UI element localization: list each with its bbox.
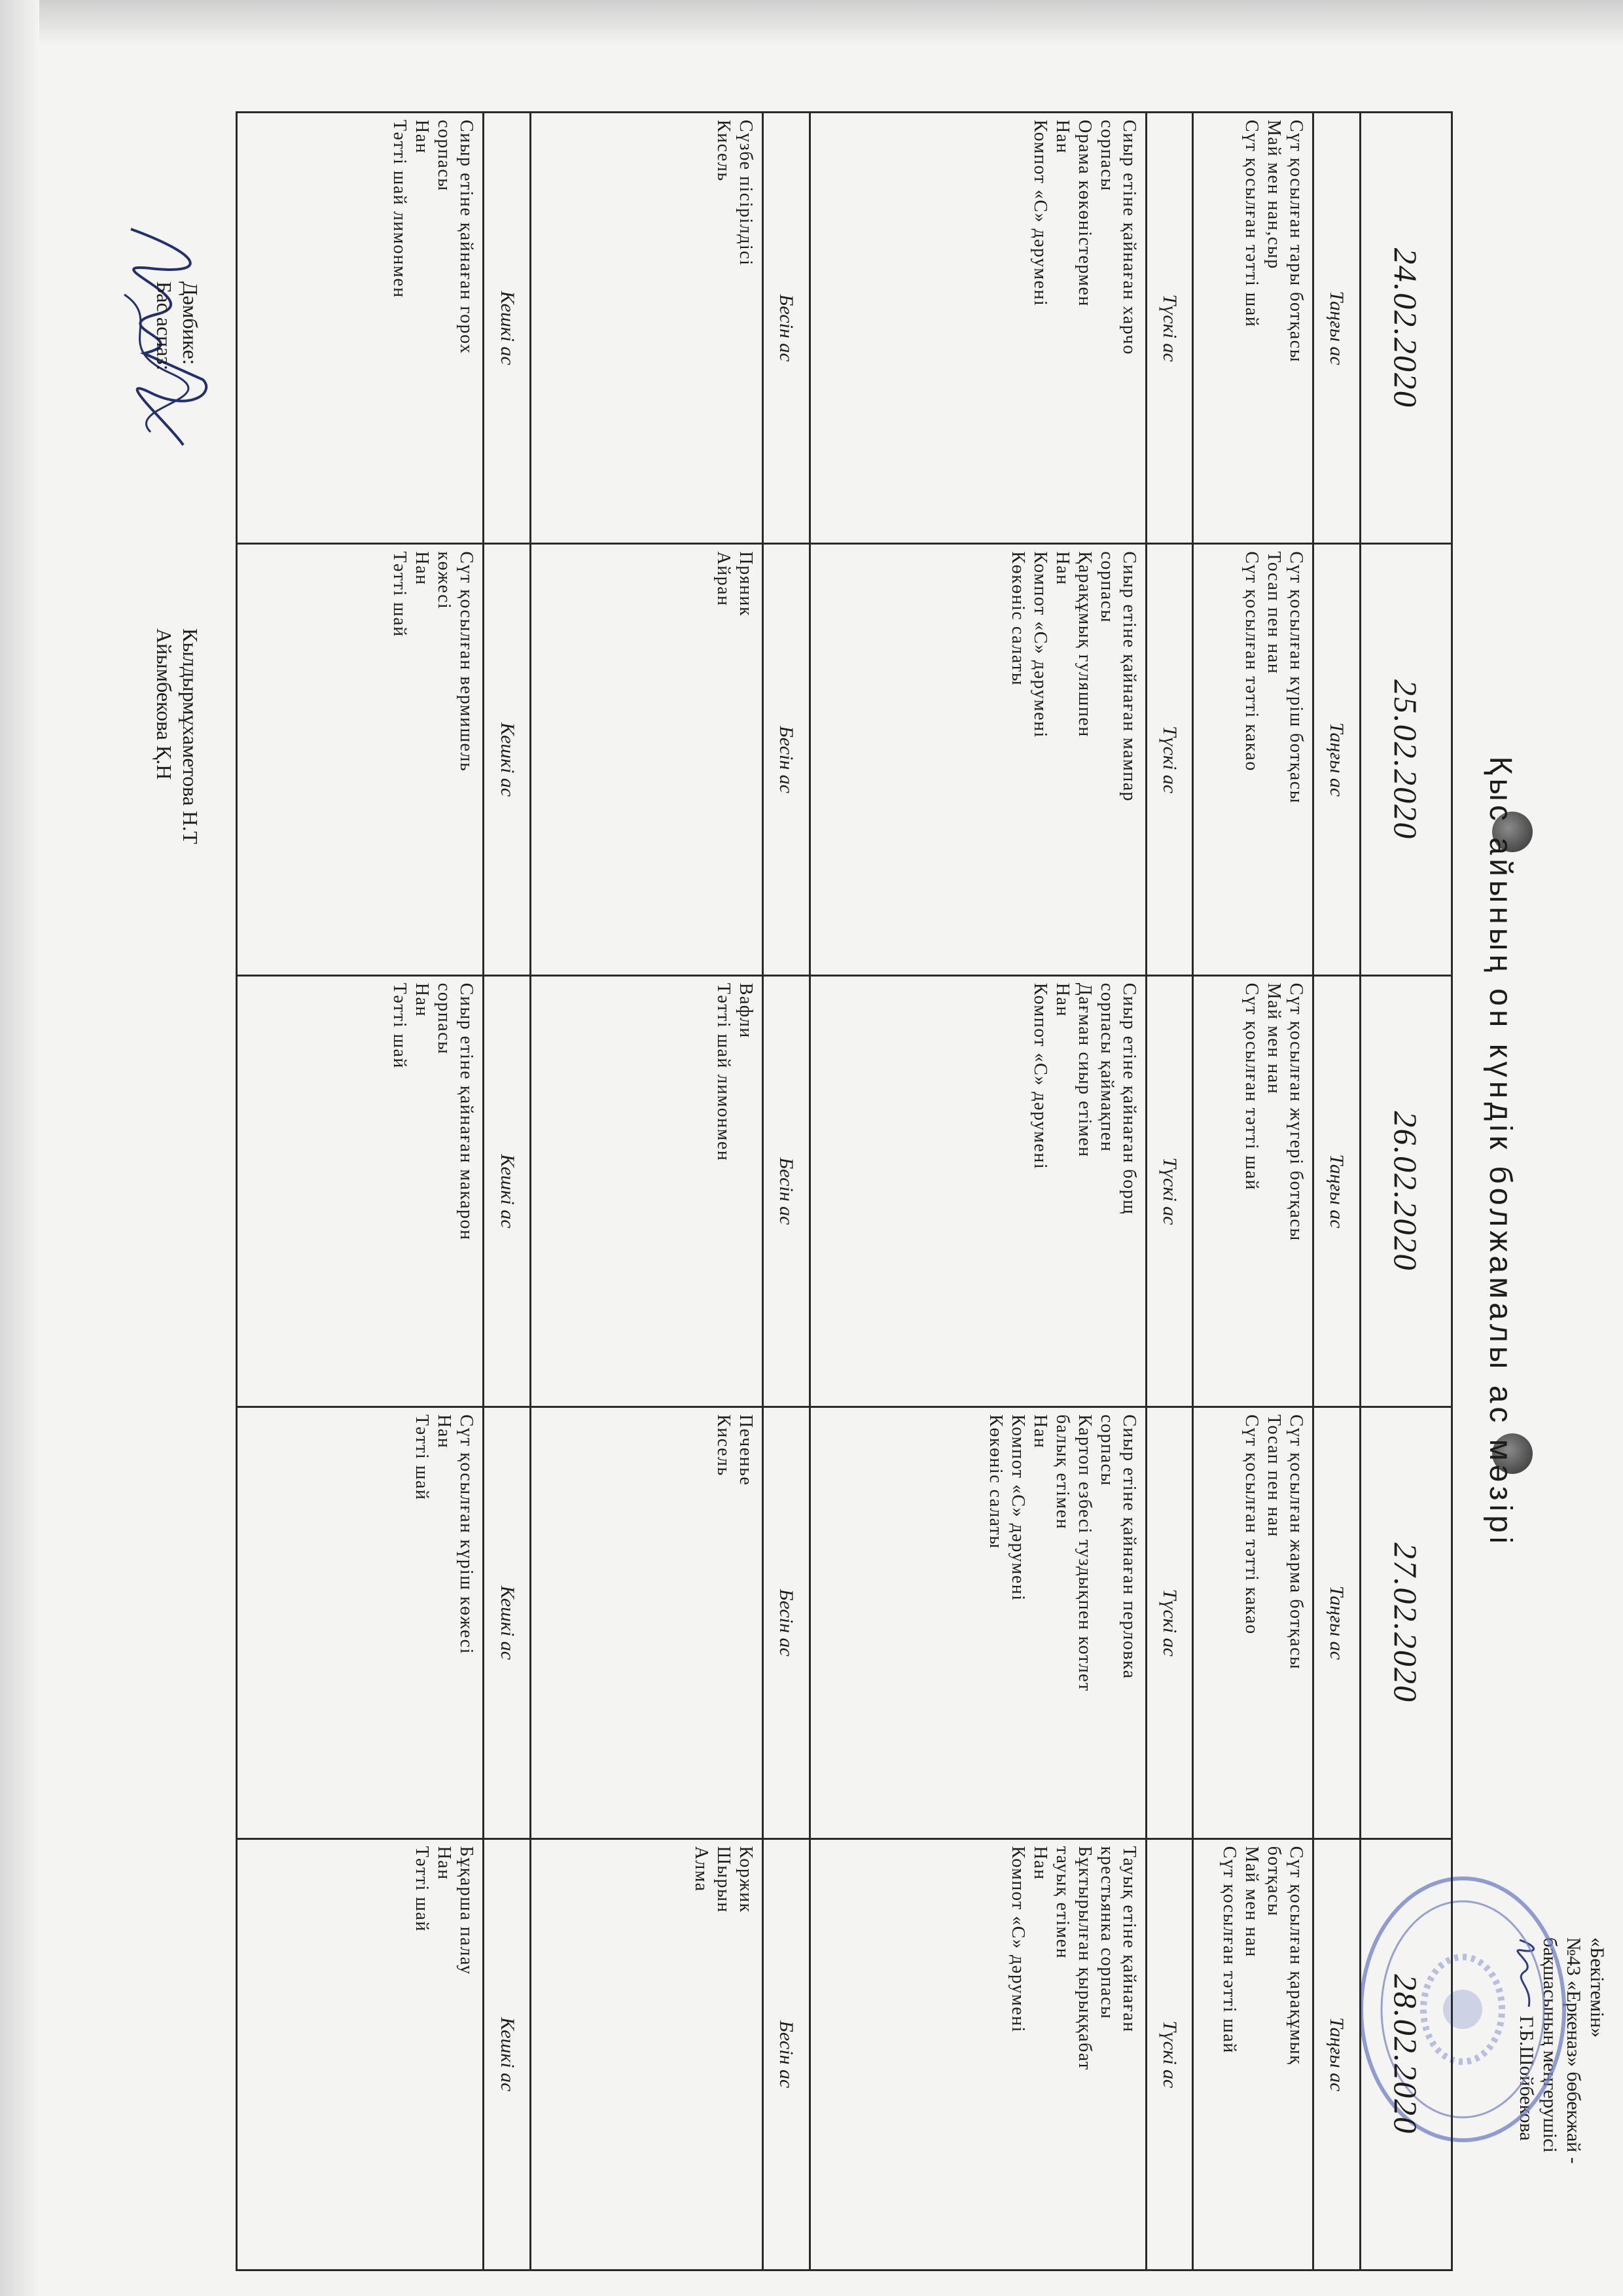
dinner-cell xyxy=(237,1407,484,1839)
menu-item-line: Тауық етіне қайнаған xyxy=(1118,1846,1139,2033)
menu-item-line: Сүт қосылған тәтті шай xyxy=(1241,982,1262,1191)
meal-label-lunch: Түскі ас xyxy=(1146,544,1193,975)
menu-item-line: Тәтті шай xyxy=(389,982,410,1069)
menu-item-line: Алма xyxy=(690,1846,711,1892)
meal-label-dinner: Кешкі ас xyxy=(484,1839,531,2270)
menu-item-line: сорпасы xyxy=(434,120,455,192)
breakfast-cell xyxy=(1193,113,1313,544)
meal-label-lunch: Түскі ас xyxy=(1146,1407,1193,1839)
signature-role: Бас аспаз: xyxy=(152,281,176,371)
menu-item-line: Печенье xyxy=(735,1414,756,1486)
menu-item-line: Компот «С» дәрумені xyxy=(1029,120,1050,307)
lunch-cell xyxy=(810,1407,1146,1839)
menu-item-line: Нан xyxy=(434,1846,455,1880)
lunch-items-row xyxy=(810,113,1146,2270)
snack-items-row xyxy=(531,113,763,2270)
menu-item-line: Нан xyxy=(412,982,433,1017)
breakfast-cell xyxy=(1193,975,1313,1407)
menu-item-line: балық етімен xyxy=(1052,1414,1073,1530)
meal-label-snack: Бесін ас xyxy=(762,544,810,975)
menu-item-line: көжесі xyxy=(434,551,455,610)
meal-label-breakfast: Таңғы ас xyxy=(1313,1839,1360,2270)
meal-label-lunch: Түскі ас xyxy=(1146,113,1193,544)
lunch-label-row xyxy=(1146,113,1193,2270)
menu-item-line: Сүзбе пісірілдісі xyxy=(735,120,756,266)
snack-cell xyxy=(531,544,763,975)
dinner-cell xyxy=(237,544,484,975)
menu-item-line: Айран xyxy=(713,551,734,607)
menu-item-line: Тосап пен нан xyxy=(1263,551,1284,675)
meal-label-snack: Бесін ас xyxy=(762,1407,810,1839)
signature-role: Дәмбике: xyxy=(179,281,202,365)
menu-item-line: Тәтті шай xyxy=(389,551,410,637)
menu-item-line: Сүт қосылған жүгері ботқасы xyxy=(1285,982,1306,1242)
menu-item-line: Компот «С» дәрумені xyxy=(1029,982,1050,1170)
document-title: Қыс айының он күндік болжамалы ас мәзірі xyxy=(1483,756,1518,1548)
lunch-cell xyxy=(810,1839,1146,2270)
meal-label-lunch: Түскі ас xyxy=(1146,975,1193,1407)
menu-item-line: Сиыр етіне қайнаған горох xyxy=(456,120,477,355)
rotated-menu-page xyxy=(39,20,1616,2284)
menu-item-line: Нан xyxy=(1052,551,1073,586)
breakfast-cell xyxy=(1193,1407,1313,1839)
meal-label-breakfast: Таңғы ас xyxy=(1313,975,1360,1407)
menu-item-line: Вафли xyxy=(735,982,756,1039)
menu-item-line: Май мен нан xyxy=(1241,1846,1262,1958)
meal-label-breakfast: Таңғы ас xyxy=(1313,1407,1360,1839)
snack-cell xyxy=(531,1407,763,1839)
dinner-items-row xyxy=(237,113,484,2270)
menu-item-line: сорпасы қаймақпен xyxy=(1096,982,1117,1153)
date-cell: 28.02.2020 xyxy=(1360,1839,1452,2270)
menu-item-line: Сүт қосылған қарақұмық xyxy=(1285,1846,1306,2066)
scan-shadow-left xyxy=(0,0,39,2296)
menu-item-line: Көкөніс салаты xyxy=(985,1414,1006,1549)
dinner-label-row xyxy=(484,113,531,2270)
date-cell: 26.02.2020 xyxy=(1360,975,1452,1407)
menu-item-line: Тәтті шай лимонмен xyxy=(713,982,734,1162)
menu-item-line: Компот «С» дәрумені xyxy=(1007,1414,1028,1602)
date-header-row xyxy=(1360,113,1452,2270)
lunch-cell xyxy=(810,975,1146,1407)
menu-item-line: Дағман сиыр етімен xyxy=(1074,982,1095,1158)
menu-item-line: Нан xyxy=(1029,1846,1050,1880)
menu-item-line: сорпасы xyxy=(1096,120,1117,192)
meal-label-dinner: Кешкі ас xyxy=(484,113,531,544)
meal-label-breakfast: Таңғы ас xyxy=(1313,113,1360,544)
menu-table xyxy=(236,111,1453,2271)
menu-item-line: Сиыр етіне қайнаған харчо xyxy=(1118,120,1139,355)
meal-label-dinner: Кешкі ас xyxy=(484,544,531,975)
menu-item-line: Кисель xyxy=(713,1414,734,1477)
menu-item-line: Нан xyxy=(1052,120,1073,154)
menu-item-line: Пряник xyxy=(735,551,756,617)
menu-item-line: Сиыр етіне қайнаған перловка xyxy=(1118,1414,1139,1679)
signature-person: Айымбекова Қ.Н xyxy=(152,628,176,780)
dinner-cell xyxy=(237,975,484,1407)
meal-label-snack: Бесін ас xyxy=(762,113,810,544)
menu-item-line: Сүт қосылған тәтті какао xyxy=(1241,1414,1262,1635)
meal-label-snack: Бесін ас xyxy=(762,1839,810,2270)
meal-label-lunch: Түскі ас xyxy=(1146,1839,1193,2270)
date-cell: 25.02.2020 xyxy=(1360,544,1452,975)
menu-item-line: Нан xyxy=(434,1414,455,1449)
menu-item-line: Тәтті шай xyxy=(412,1414,433,1501)
menu-item-line: Сүт қосылған тәтті шай xyxy=(1219,1846,1240,2054)
menu-item-line: Сиыр етіне қайнаған мампар xyxy=(1118,551,1139,802)
menu-item-line: Компот «С» дәрумені xyxy=(1007,1846,1028,2033)
menu-item-line: Нан xyxy=(1029,1414,1050,1449)
menu-item-line: Орама көкөністермен xyxy=(1074,120,1095,307)
menu-item-line: сорпасы xyxy=(1096,1414,1117,1486)
menu-item-line: Май мен нан xyxy=(1263,982,1284,1095)
menu-item-line: Компот «С» дәрумені xyxy=(1029,551,1050,738)
menu-item-line: Көкөніс салаты xyxy=(1007,551,1028,687)
menu-item-line: Сүт қосылған тәтті шай xyxy=(1241,120,1262,328)
menu-item-line: Шырын xyxy=(713,1846,734,1913)
menu-item-line: Нан xyxy=(412,551,433,586)
snack-cell xyxy=(531,975,763,1407)
dinner-cell xyxy=(237,1839,484,2270)
breakfast-items-row xyxy=(1193,113,1313,2270)
approval-line-4: Г.Б.Шойбекова xyxy=(1516,2016,1537,2141)
breakfast-cell xyxy=(1193,544,1313,975)
menu-item-line: Сүт қосылған тәтті какао xyxy=(1241,551,1262,772)
lunch-cell xyxy=(810,113,1146,544)
menu-item-line: Коржик xyxy=(735,1846,756,1913)
dinner-cell xyxy=(237,113,484,544)
menu-item-line: Сиыр етіне қайнаған макарон xyxy=(456,982,477,1241)
menu-item-line: сорпасы xyxy=(1096,551,1117,623)
meal-label-dinner: Кешкі ас xyxy=(484,1407,531,1839)
menu-item-line: Сиыр етіне қайнаған борщ xyxy=(1118,982,1139,1215)
menu-item-line: ботқасы xyxy=(1263,1846,1284,1917)
menu-item-line: тауық етімен xyxy=(1052,1846,1073,1960)
approval-line-1: «Бекітемін» xyxy=(1586,1937,1608,2038)
menu-item-line: Қарақұмық гуляшпен xyxy=(1074,551,1095,738)
approval-line-2: №43 «Еркеназ» бөбекжай - xyxy=(1563,1937,1584,2164)
date-cell: 27.02.2020 xyxy=(1360,1407,1452,1839)
menu-item-line: Бұқарша палау xyxy=(456,1846,477,1975)
menu-item-line: Кисель xyxy=(713,120,734,182)
menu-item-line: Май мен нан,сыр xyxy=(1263,120,1284,270)
date-cell: 24.02.2020 xyxy=(1360,113,1452,544)
menu-item-line: Сүт қосылған вермишель xyxy=(456,551,477,772)
menu-item-line: Нан xyxy=(1052,982,1073,1017)
breakfast-label-row xyxy=(1313,113,1360,2270)
menu-item-line: Сүт қосылған тары ботқасы xyxy=(1285,120,1306,363)
menu-item-line: Сүт қосылған жарма ботқасы xyxy=(1285,1414,1306,1670)
menu-item-line: Картоп езбесі туздықпен котлет xyxy=(1074,1414,1095,1692)
meal-label-breakfast: Таңғы ас xyxy=(1313,544,1360,975)
signature-person: Кылдырмұхаметова Н.Т xyxy=(179,628,202,844)
approval-line-3: бақшасының меңгерушісі xyxy=(1539,1937,1561,2153)
menu-item-line: крестьянка сорпасы xyxy=(1096,1846,1117,2020)
menu-item-line: Нан xyxy=(412,120,433,154)
menu-item-line: сорпасы xyxy=(434,982,455,1055)
lunch-cell xyxy=(810,544,1146,975)
menu-item-line: Тәтті шай лимонмен xyxy=(389,120,410,298)
menu-item-line: Бұктырылған қырыққабат xyxy=(1074,1846,1095,2071)
snack-cell xyxy=(531,1839,763,2270)
menu-item-line: Сүт қосылған күріш ботқасы xyxy=(1285,551,1306,804)
menu-item-line: Тәтті шай xyxy=(412,1846,433,1932)
meal-label-snack: Бесін ас xyxy=(762,975,810,1407)
snack-cell xyxy=(531,113,763,544)
meal-label-dinner: Кешкі ас xyxy=(484,975,531,1407)
breakfast-cell xyxy=(1193,1839,1313,2270)
snack-label-row xyxy=(762,113,810,2270)
menu-item-line: Тосап пен нан xyxy=(1263,1414,1284,1537)
menu-item-line: Сүт қосылған күріш көжесі xyxy=(456,1414,477,1655)
